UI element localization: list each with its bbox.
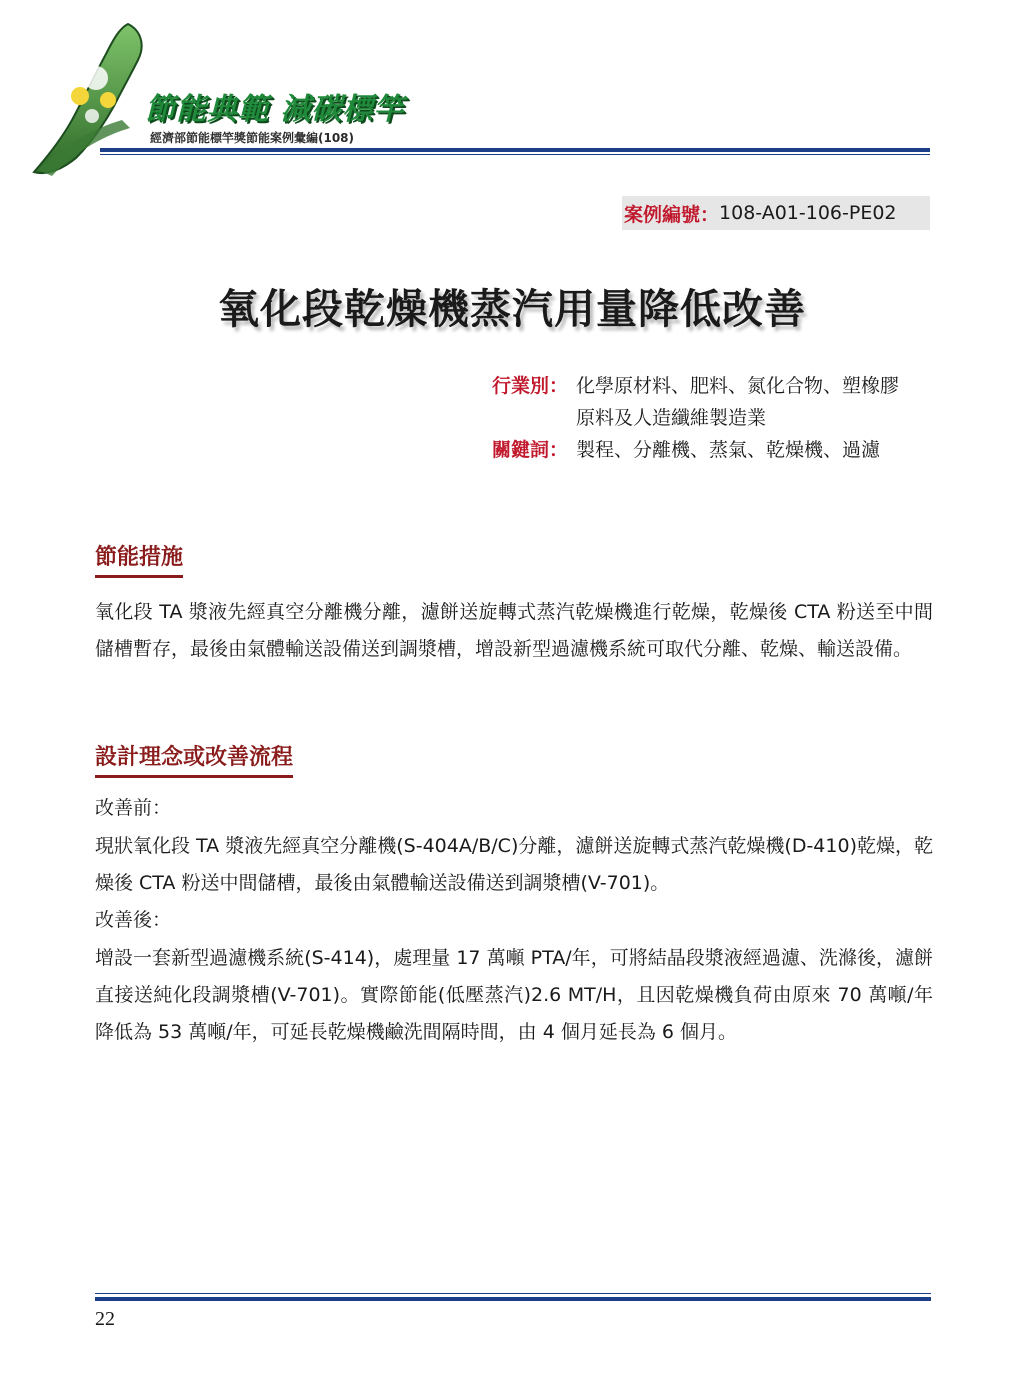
page-header: [0, 0, 1024, 190]
footer-divider-thin: [95, 1293, 931, 1294]
case-number-value: 108-A01-106-PE02: [719, 202, 897, 224]
section-heading-measures: 節能措施: [95, 540, 183, 578]
header-subtitle: 經濟部節能標竿獎節能案例彙編(108): [150, 131, 355, 145]
header-title: 節能典範 減碳標竿: [145, 92, 405, 127]
footer-divider: [95, 1297, 931, 1301]
case-number-box: [622, 196, 930, 230]
industry-value: 化學原材料、肥料、氮化合物、塑橡膠原料及人造纖維製造業: [576, 375, 900, 429]
measures-body: 氧化段 TA 漿液先經真空分離機分離，濾餅送旋轉式蒸汽乾燥機進行乾燥，乾燥後 CTA 粉送至中間儲槽暫存，最後由氣體輸送設備送到調漿槽，增設新型過濾機系統可取代分離、乾燥、輸送設備。: [95, 601, 933, 660]
header-divider-thin: [100, 154, 930, 155]
section-heading-design: 設計理念或改善流程: [95, 740, 293, 778]
page-title: 氧化段乾燥機蒸汽用量降低改善: [218, 285, 806, 333]
meta-info: [492, 370, 932, 466]
after-label: 改善後：: [95, 909, 172, 931]
page-number: 22: [95, 1308, 115, 1330]
keywords-value: 製程、分離機、蒸氣、乾燥機、過濾: [576, 439, 881, 461]
before-label: 改善前：: [95, 797, 172, 819]
header-divider: [100, 148, 930, 152]
keywords-row: [492, 434, 932, 466]
after-body: 增設一套新型過濾機系統(S-414)，處理量 17 萬噸 PTA/年，可將結晶段漿液經過濾、洗滌後，濾餅直接送純化段調漿槽(V-701)。實際節能(低壓蒸汽)2.6 MT/H，且因乾燥機負荷由原來 70 萬噸/年降低為 53 萬噸/年，可延長乾燥機鹼洗間隔時間，由 4 個月延長為 6 個月。: [95, 947, 933, 1043]
keywords-label: 關鍵詞：: [492, 439, 569, 461]
industry-row: [492, 370, 932, 434]
industry-label: 行業別：: [492, 375, 569, 397]
case-number-label: 案例編號：: [624, 203, 720, 226]
before-body: 現狀氧化段 TA 漿液先經真空分離機(S-404A/B/C)分離，濾餅送旋轉式蒸汽乾燥機(D-410)乾燥，乾燥後 CTA 粉送中間儲槽，最後由氣體輸送設備送到調漿槽(V-701)。: [95, 835, 933, 894]
